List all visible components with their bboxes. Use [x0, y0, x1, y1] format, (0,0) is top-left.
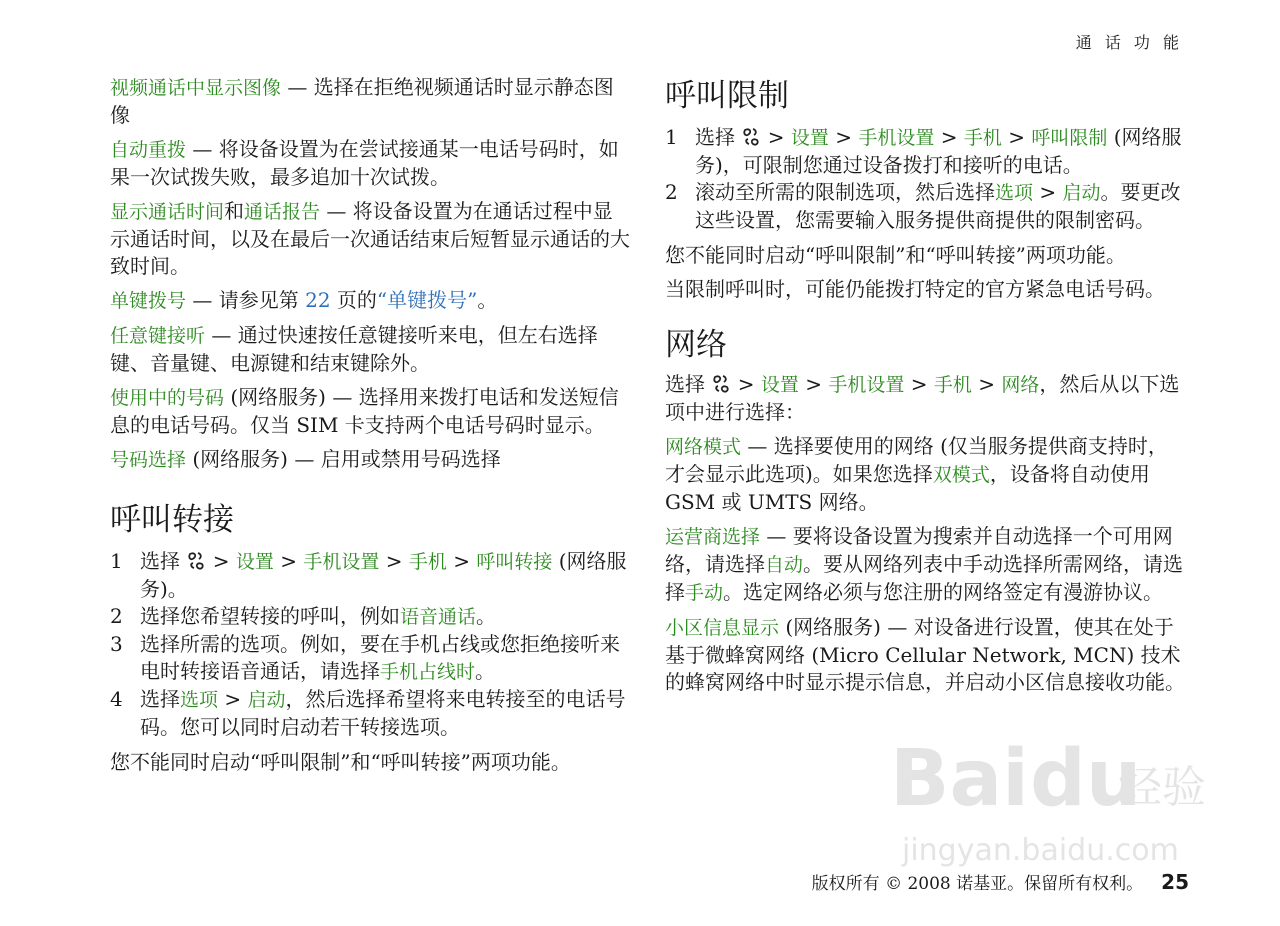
- setting-anykey-answer: [110, 322, 630, 377]
- setting-desc: 。要从网络列表中手动选择所需网络，请选择: [665, 552, 1184, 604]
- step: [665, 124, 1185, 179]
- step-number: 2: [110, 604, 123, 628]
- menu-path-item: 手动: [685, 582, 724, 604]
- setting-desc: (网络服务) — 对设备进行设置，使其在处于基于微蜂窝网络 (Micro Cellular Network, MCN) 技术的蜂窝网络中时显示提示信息，并启动小区信息接收功能。: [665, 615, 1185, 694]
- section-heading-call-barring: 呼叫限制: [665, 78, 789, 114]
- separator: >: [904, 372, 934, 396]
- setting-desc: — 请参见第: [186, 288, 306, 312]
- step-suffix: 。: [475, 659, 496, 683]
- baidu-watermark: [880, 710, 1210, 880]
- setting-line-selection: [110, 446, 630, 474]
- separator: >: [1033, 180, 1063, 204]
- watermark-cn: 经验: [1118, 762, 1206, 813]
- note: 您不能同时启动“呼叫限制”和“呼叫转接”两项功能。: [110, 750, 571, 774]
- step: [110, 603, 630, 631]
- step-suffix: ，然后选择希望将来电转接至的电话号码。您可以同时启动若干转接选项。: [140, 687, 626, 739]
- step-suffix: (网络服务)。: [140, 549, 627, 601]
- setting-desc: (网络服务) — 启用或禁用号码选择: [186, 447, 501, 471]
- setting-auto-redial: [110, 136, 630, 191]
- setting-term: 自动重拨: [110, 139, 187, 161]
- setting-desc: — 选择要使用的网络 (仅当服务提供商支持时，才会显示此选项)。如果您选择: [665, 434, 1168, 486]
- step-number: 1: [665, 125, 678, 149]
- menu-key-icon: [711, 374, 731, 394]
- menu-path-item: 设置: [760, 374, 799, 396]
- step-suffix: 。要更改这些设置，您需要输入服务提供商提供的限制密码。: [695, 180, 1181, 232]
- menu-key-icon: [741, 127, 761, 147]
- note: 当限制呼叫时，可能仍能拨打特定的官方紧急电话号码。: [665, 277, 1165, 301]
- step-text: [140, 548, 630, 603]
- setting-term: 单键拨号: [110, 290, 187, 312]
- step-suffix: (网络服务)，可限制您通过设备拨打和接听的电话。: [695, 125, 1182, 177]
- setting-video-image: [110, 74, 630, 129]
- step: [110, 631, 630, 686]
- setting-desc: — 将设备设置为在通话过程中显示通话时间，以及在最后一次通话结束后短暂显示通话的大致时间。: [110, 199, 630, 278]
- separator: >: [379, 549, 409, 573]
- menu-path-item: 手机设置: [828, 374, 905, 396]
- running-header: 通 话 功 能: [1075, 33, 1183, 52]
- separator: >: [828, 125, 859, 149]
- step-number: 4: [110, 687, 123, 711]
- connector-text: 和: [224, 199, 245, 223]
- step-text: [695, 124, 1185, 179]
- menu-path-item: 呼叫转接: [476, 551, 553, 573]
- menu-path-item: 手机设置: [858, 127, 935, 149]
- menu-path-item: 手机: [963, 127, 1002, 149]
- setting-term: 号码选择: [110, 449, 187, 471]
- separator: >: [446, 549, 477, 573]
- step-text: [140, 686, 630, 741]
- separator: >: [798, 372, 829, 396]
- setting-desc: (网络服务) — 选择用来拨打电话和发送短信息的电话号码。仅当 SIM 卡支持两个电话号码时显示。: [110, 385, 619, 437]
- setting-term: 通话报告: [244, 201, 321, 223]
- menu-path-item: 自动: [765, 554, 804, 576]
- page-link[interactable]: 22: [305, 288, 331, 312]
- setting-term: 视频通话中显示图像: [110, 77, 282, 99]
- setting-desc: 。选定网络必须与您注册的网络签定有漫游协议。: [723, 580, 1164, 604]
- separator: >: [731, 372, 761, 396]
- setting-desc: ，设备将自动使用 GSM 或 UMTS 网络。: [665, 462, 1150, 514]
- step: [665, 179, 1185, 234]
- setting-network-mode: [665, 433, 1185, 516]
- watermark-url: jingyan.baidu.com: [902, 833, 1179, 868]
- setting-desc: — 通过快速按任意键接听来电，但左右选择键、音量键、电源键和结束键除外。: [110, 323, 598, 375]
- setting-term: 显示通话时间: [110, 201, 225, 223]
- network-intro: [665, 371, 1185, 426]
- separator: >: [273, 549, 304, 573]
- cross-reference-link[interactable]: “单键拨号”: [376, 288, 478, 312]
- setting-desc: — 选择在拒绝视频通话时显示静态图像: [110, 75, 614, 127]
- menu-path-item: 设置: [235, 551, 274, 573]
- setting-operator-selection: [665, 523, 1185, 607]
- menu-path-item: 选项: [995, 182, 1034, 204]
- setting-term: 网络模式: [665, 436, 742, 458]
- step-prefix: 选择: [695, 125, 742, 149]
- menu-path-item: 手机设置: [303, 551, 380, 573]
- step-text: [140, 631, 630, 686]
- menu-path-item: 网络: [1001, 374, 1040, 396]
- menu-path-item: 双模式: [932, 464, 990, 486]
- menu-path-item: 启动: [1062, 182, 1101, 204]
- note: 您不能同时启动“呼叫限制”和“呼叫转接”两项功能。: [665, 243, 1126, 267]
- setting-line-in-use: [110, 384, 630, 439]
- separator: >: [971, 372, 1002, 396]
- step-text: [140, 603, 630, 631]
- menu-path-item: 设置: [790, 127, 829, 149]
- menu-key-icon: [186, 551, 206, 571]
- step-prefix: 选择: [140, 687, 180, 711]
- section-heading-network: 网络: [665, 327, 727, 363]
- setting-call-duration: [110, 198, 630, 280]
- menu-path-item: 手机占线时: [380, 661, 476, 683]
- setting-term: 任意键接听: [110, 325, 206, 347]
- left-column: [110, 74, 630, 783]
- watermark-brand2: du: [1030, 734, 1142, 824]
- intro-suffix: ，然后从以下选项中进行选择：: [665, 372, 1180, 424]
- setting-speed-dial: [110, 287, 630, 315]
- menu-path-item: 语音通话: [400, 606, 477, 628]
- section-heading-call-divert: 呼叫转接: [110, 502, 234, 538]
- menu-path-item: 手机: [933, 374, 972, 396]
- menu-path-item: 手机: [408, 551, 447, 573]
- menu-path-item: 启动: [247, 689, 286, 711]
- setting-desc: — 将设备设置为在尝试接通某一电话号码时，如果一次试拨失败，最多追加十次试拨。: [110, 137, 619, 189]
- menu-path-item: 呼叫限制: [1031, 127, 1108, 149]
- setting-cell-info-display: [665, 614, 1185, 696]
- separator: >: [761, 125, 791, 149]
- menu-path-item: 选项: [180, 689, 219, 711]
- separator: >: [206, 549, 236, 573]
- setting-desc: — 要将设备设置为搜索并自动选择一个可用网络，请选择: [665, 524, 1173, 576]
- setting-desc: 页的: [330, 288, 377, 312]
- right-column: [665, 76, 1185, 703]
- step-number: 1: [110, 549, 123, 573]
- step-prefix: 选择所需的选项。例如，要在手机占线或您拒绝接听来电时转接语音通话，请选择: [140, 632, 620, 683]
- separator: >: [218, 687, 248, 711]
- step-text: [695, 179, 1185, 234]
- page-footer: [812, 869, 1189, 894]
- setting-desc: 。: [477, 288, 498, 312]
- setting-term: 运营商选择: [665, 526, 761, 548]
- copyright: 版权所有 © 2008 诺基亚。保留所有权利。: [811, 874, 1144, 894]
- watermark-brand: Bai: [890, 734, 1029, 824]
- step: [110, 686, 630, 741]
- step: [110, 548, 630, 603]
- intro-prefix: 选择: [665, 372, 712, 396]
- setting-term: 小区信息显示: [665, 617, 780, 639]
- step-number: 3: [110, 632, 123, 656]
- page-number: 25: [1161, 870, 1189, 894]
- step-number: 2: [665, 180, 678, 204]
- step-prefix: 滚动至所需的限制选项，然后选择: [695, 180, 995, 204]
- separator: >: [1001, 125, 1032, 149]
- step-prefix: 选择: [140, 549, 187, 573]
- step-suffix: 。: [476, 604, 497, 628]
- separator: >: [934, 125, 964, 149]
- setting-term: 使用中的号码: [110, 387, 225, 409]
- step-prefix: 选择您希望转接的呼叫，例如: [140, 604, 400, 628]
